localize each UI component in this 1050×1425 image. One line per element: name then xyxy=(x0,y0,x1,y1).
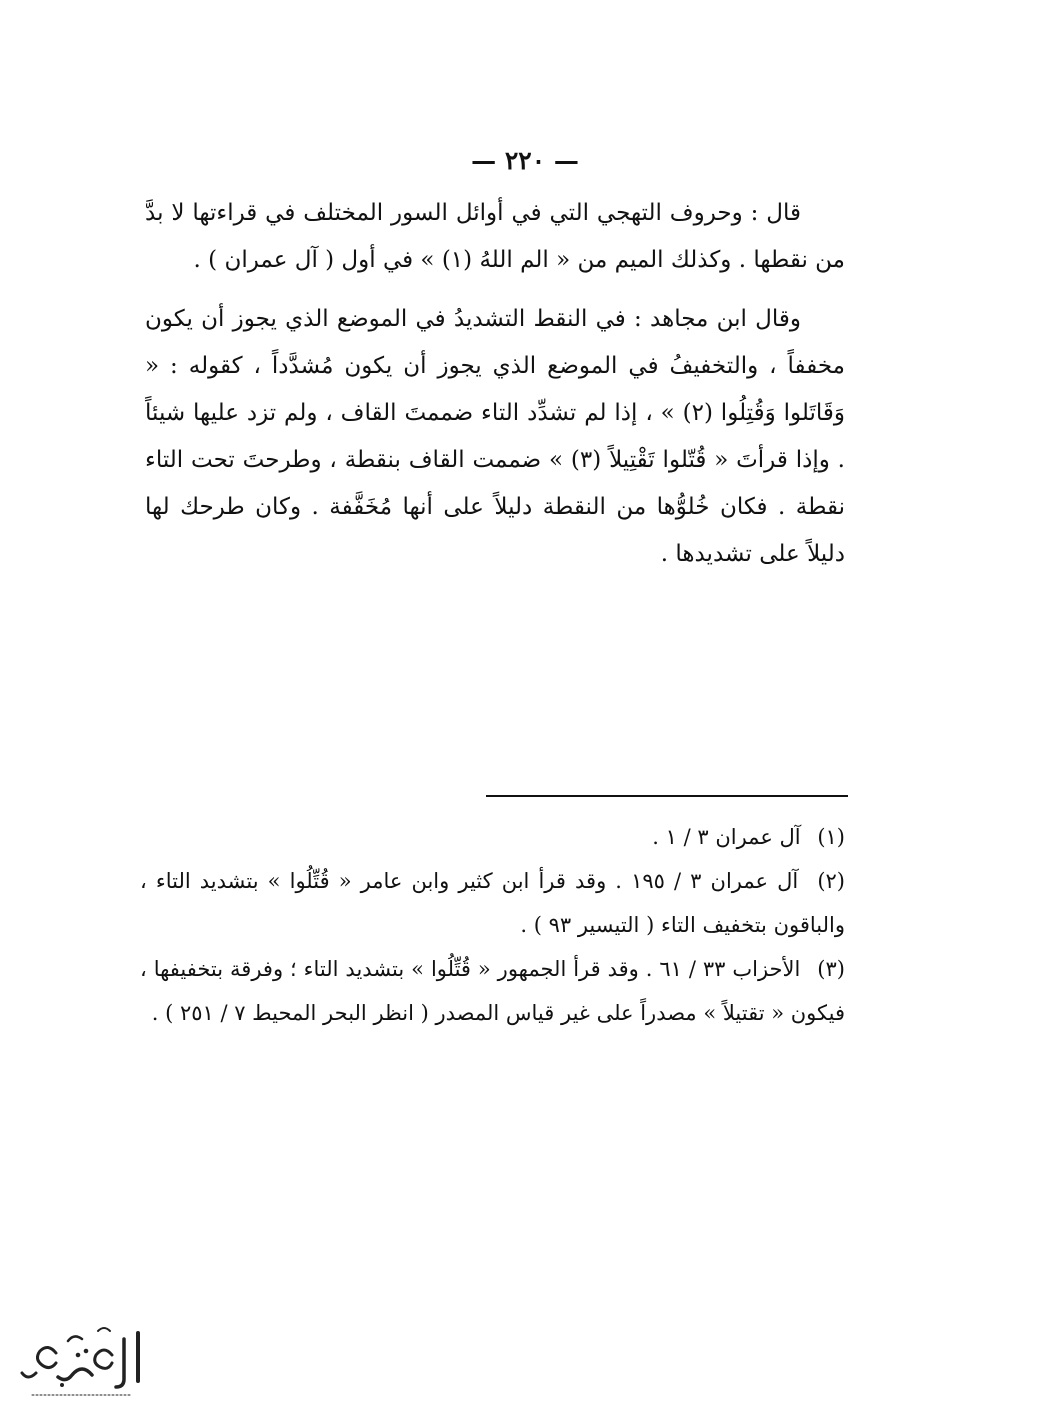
calligraphy-stamp-logo xyxy=(12,1315,152,1407)
footnote-2 xyxy=(140,859,845,947)
paragraph-2: وقال ابن مجاهد : في النقط التشديدُ في الموضع الذي يجوز أن يكون مخففاً ، والتخفيفُ في الموضع الذي يجوز أن يكون مُشدَّداً ، كقوله : « وَقَاتَلوا وَقُتِلُوا (٢) » ، إذا لم تشدِّد التاء ضممتَ القاف ، ولم تزد عليها شيئاً . وإذا قرأتَ « قُتّلوا تَقْتِيلاً (٣) » ضممت القاف بنقطة ، وطرحتَ تحت التاء نقطة . فكان خُلوُّها من النقطة دليلاً على أنها مُخَفَّفة . وكان طرحك لها دليلاً على تشديدها . xyxy=(145,306,846,567)
footnote-text: آل عمران ٣ / ١ . xyxy=(652,825,801,849)
footnote-1 xyxy=(140,815,845,859)
footnote-text: الأحزاب ٣٣ / ٦١ . وقد قرأ الجمهور « قُتِّلُوا » بتشديد التاء ؛ وفرقة بتخفيفها ، فيكون « تقتيلاً » مصدراً على غير قياس المصدر ( انظر البحر المحيط ٧ / ٢٥١ ) . xyxy=(140,957,845,1025)
footnote-separator xyxy=(486,795,848,797)
footnotes xyxy=(140,815,845,1035)
footnote-text: آل عمران ٣ / ١٩٥ . وقد قرأ ابن كثير وابن عامر « قُتِّلُوا » بتشديد التاء ، والباقون بتخفيف التاء ( التيسير ٩٣ ) . xyxy=(140,869,845,937)
footnote-number: (٣) xyxy=(817,957,845,981)
footnote-number: (٢) xyxy=(817,869,845,893)
calligraphy-logo-icon xyxy=(12,1315,152,1407)
page-number: — ٢٢٠ — xyxy=(471,146,579,175)
footnote-3 xyxy=(140,947,845,1035)
paragraph-1: قال : وحروف التهجي التي في أوائل السور المختلف في قراءتها لا بدَّ من نقطها . وكذلك الميم من « الم اللهُ (١) » في أول ( آل عمران ) . xyxy=(145,200,845,273)
main-text xyxy=(145,190,845,578)
footnote-number: (١) xyxy=(817,825,845,849)
